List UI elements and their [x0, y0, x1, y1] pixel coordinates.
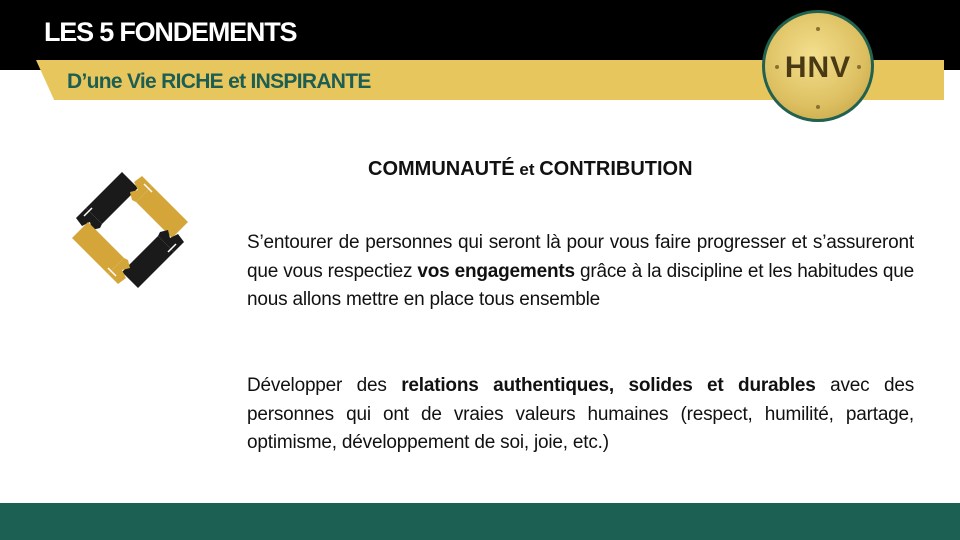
paragraph1-bold: vos engagements — [417, 260, 575, 282]
page-title: LES 5 FONDEMENTS — [44, 17, 297, 47]
community-hands-icon — [70, 160, 190, 300]
paragraph2-bold: relations authentiques, solides et durables — [401, 375, 816, 396]
paragraph-community — [247, 229, 914, 315]
section-title-part3: CONTRIBUTION — [539, 158, 693, 180]
page-subtitle: D’une Vie RICHE et INSPIRANTE — [67, 70, 371, 93]
logo-dot — [816, 105, 820, 109]
paragraph2-before: Développer des — [247, 375, 402, 396]
logo-dot — [816, 27, 820, 31]
paragraph1-after: grâce à la discipline et les habitudes que nous allons mettre en place tous ensemble — [247, 260, 915, 310]
section-title-part2: et — [514, 160, 540, 179]
logo-text: HNV — [784, 51, 852, 84]
footer-bar — [0, 503, 960, 540]
paragraph1-before: S’entourer de personnes qui seront là pour vous faire progresser et s’assureront que vous respectiez — [247, 232, 914, 282]
section-title — [368, 158, 693, 181]
hnv-logo — [762, 10, 874, 122]
section-title-part1: COMMUNAUTÉ — [368, 158, 515, 180]
paragraph-relations — [247, 372, 914, 458]
paragraph2-after: avec des personnes qui ont de vraies valeurs humaines (respect, humilité, partage, optimisme, développement de soi, joie, etc.) — [247, 375, 914, 453]
